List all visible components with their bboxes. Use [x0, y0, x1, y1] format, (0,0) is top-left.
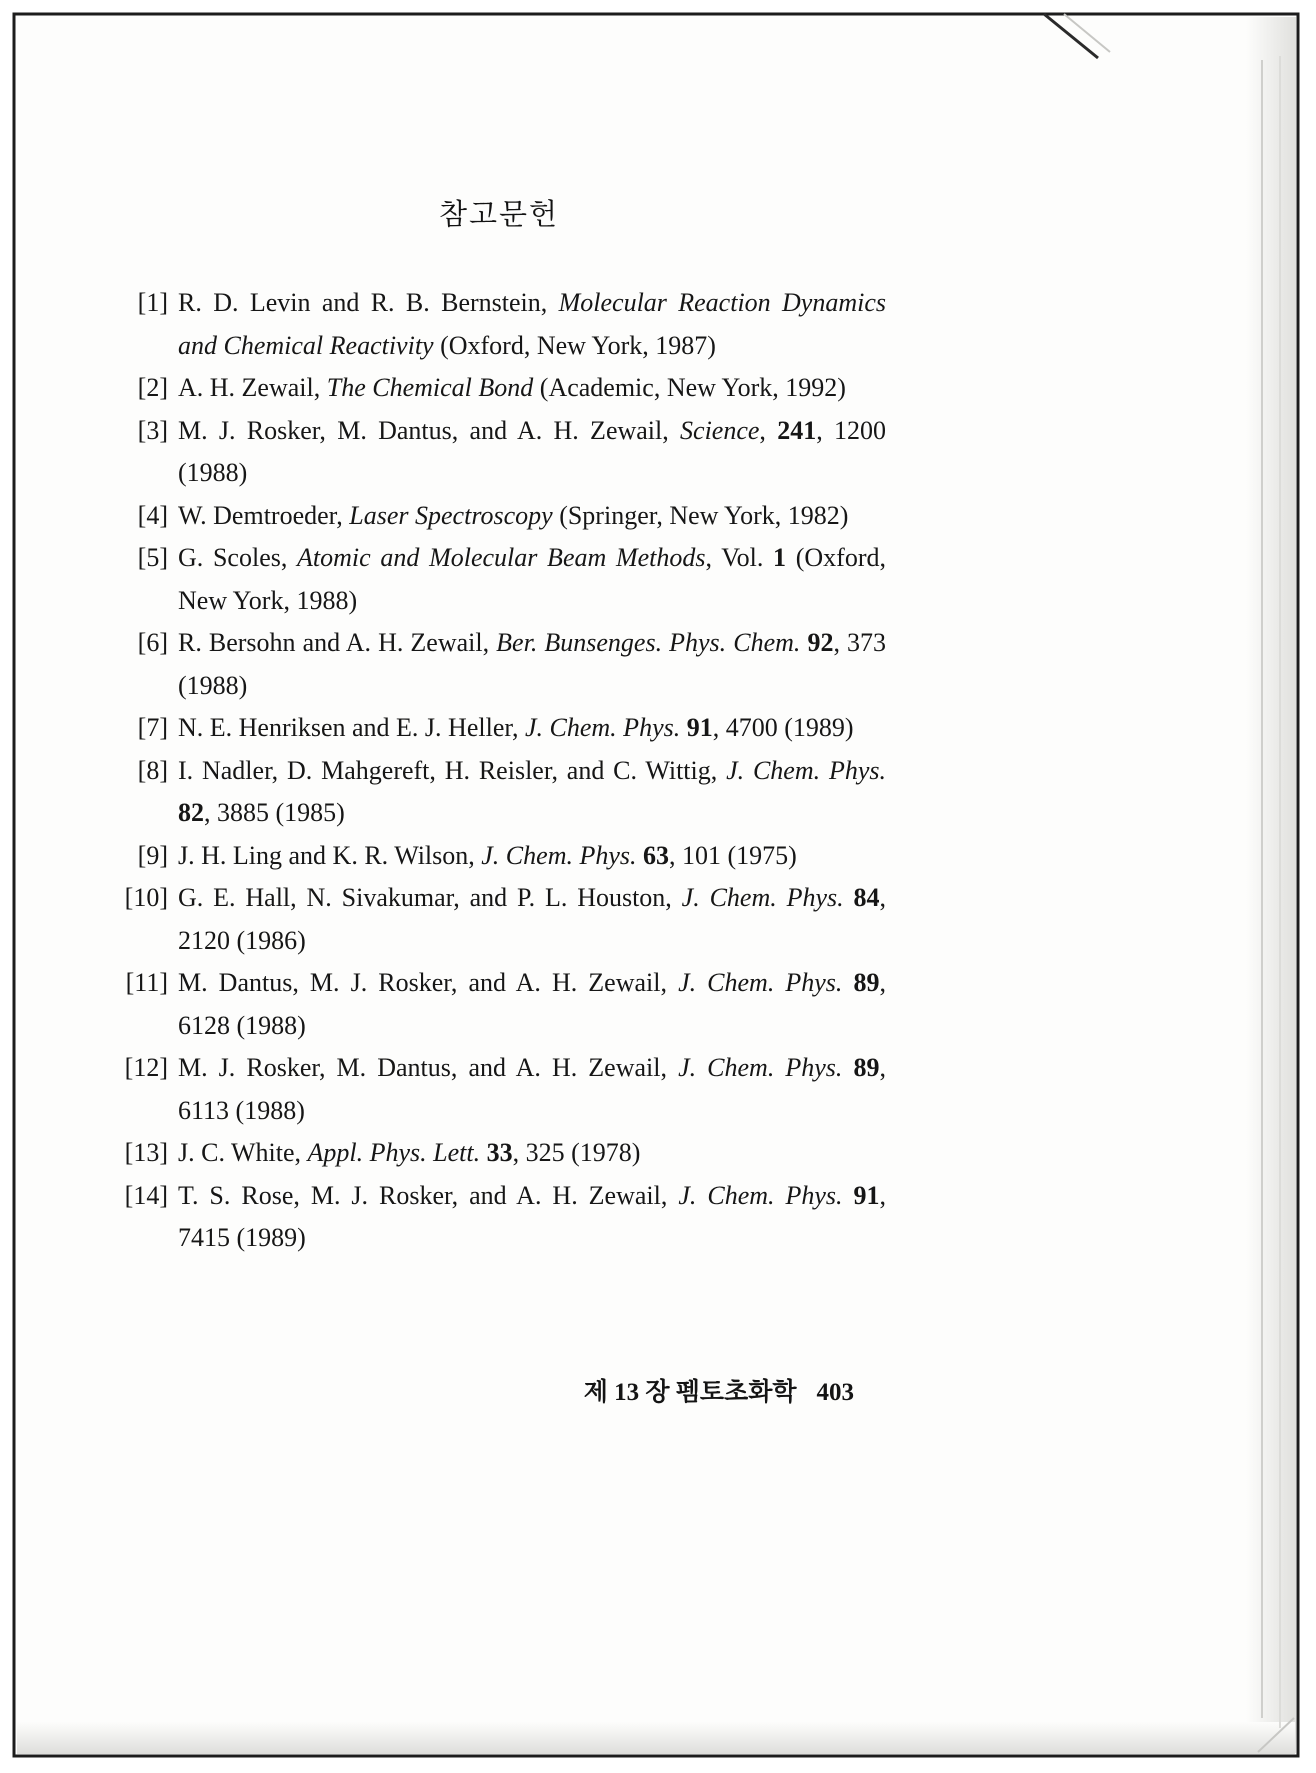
reference-number: [6]: [137, 628, 168, 657]
reference-text-segment: (Oxford, New York, 1987): [433, 330, 716, 360]
reference-text-segment: , 3885 (1985): [204, 798, 345, 827]
reference-number: [13]: [124, 1138, 168, 1167]
reference-text-segment: [842, 1053, 853, 1082]
reference-title-segment: J. Chem. Phys.: [678, 1053, 843, 1082]
reference-text-segment: (Academic, New York, 1992): [533, 373, 846, 402]
reference-title-segment: Laser Spectroscopy: [349, 500, 553, 530]
reference-number: [8]: [137, 755, 168, 785]
reference-title-segment: Science: [680, 415, 760, 445]
reference-volume-segment: 82: [178, 798, 204, 827]
reference-text-segment: , Vol.: [705, 543, 774, 572]
reference-volume-segment: 89: [853, 1053, 880, 1082]
footer-chapter-title: 제 13 장 펨토초화학: [583, 1379, 797, 1406]
reference-text-segment: M. J. Rosker, M. Dantus, and A. H. Zewail,: [178, 415, 681, 445]
reference-text-segment: , 6113 (1988): [178, 1053, 887, 1125]
reference-text: [178, 713, 854, 742]
reference-text-segment: M. Dantus, M. J. Rosker, and A. H. Zewail,: [178, 968, 679, 997]
reference-text-segment: N. E. Henriksen and E. J. Heller,: [178, 713, 525, 742]
reference-text-segment: (Oxford, New York, 1988): [178, 543, 886, 615]
reference-title-segment: Appl. Phys. Lett.: [307, 1138, 481, 1167]
reference-number: [3]: [137, 415, 168, 445]
reference-text: [178, 543, 886, 615]
reference-text-segment: M. J. Rosker, M. Dantus, and A. H. Zewail,: [178, 1053, 679, 1082]
reference-item: [124, 1047, 887, 1132]
reference-volume-segment: 84: [853, 883, 880, 912]
reference-list: [124, 282, 887, 1260]
reference-text-segment: , 2120 (1986): [178, 883, 887, 955]
reference-volume-segment: 89: [853, 968, 880, 997]
reference-item: [125, 962, 887, 1047]
reference-text-segment: [843, 1181, 854, 1210]
reference-title-segment: Ber. Bunsenges. Phys. Chem.: [496, 628, 801, 657]
reference-item: [128, 537, 886, 622]
reference-item: [128, 835, 886, 878]
reference-title-segment: J. Chem. Phys.: [678, 968, 843, 997]
reference-title-segment: J. Chem. Phys.: [678, 1180, 843, 1210]
reference-item: [128, 410, 886, 495]
reference-item: [128, 367, 886, 410]
reference-volume-segment: 91: [853, 1180, 880, 1210]
page-footer: [128, 1372, 854, 1408]
reference-number: [1]: [137, 288, 168, 317]
reference-text-segment: , 7415 (1989): [178, 1180, 887, 1252]
reference-text-segment: , 373 (1988): [178, 628, 887, 700]
reference-text-segment: ,: [759, 415, 778, 445]
reference-text-segment: I. Nadler, D. Mahgereft, H. Reisler, and C. Wittig,: [178, 755, 727, 785]
reference-text-segment: R. Bersohn and A. H. Zewail,: [178, 628, 497, 657]
reference-volume-segment: 92: [807, 628, 834, 657]
reference-text-segment: (Springer, New York, 1982): [552, 500, 849, 530]
reference-text-segment: A. H. Zewail,: [178, 373, 327, 402]
reference-number: [14]: [124, 1180, 168, 1210]
reference-text-segment: G. Scoles,: [178, 543, 298, 572]
reference-number: [9]: [137, 840, 168, 870]
reference-item: [128, 707, 886, 750]
reference-text-segment: , 4700 (1989): [712, 713, 854, 742]
reference-text: [178, 416, 886, 488]
reference-text-segment: [842, 968, 853, 997]
reference-text-segment: , 101 (1975): [669, 840, 797, 870]
reference-number: [5]: [137, 543, 168, 572]
reference-volume-segment: 63: [643, 840, 670, 870]
reference-text-segment: , 325 (1978): [512, 1138, 641, 1167]
reference-number: [10]: [124, 883, 168, 912]
reference-text: [178, 756, 886, 828]
reference-number: [2]: [137, 373, 168, 402]
reference-volume-segment: 91: [686, 713, 713, 742]
reference-title-segment: Molecular Reaction Dynamics and Chemical Reactivity: [178, 288, 887, 360]
reference-title-segment: J. Chem. Phys.: [524, 713, 681, 742]
reference-item: [128, 495, 886, 538]
reference-number: [7]: [137, 713, 168, 742]
reference-title-segment: J. Chem. Phys.: [481, 840, 637, 870]
reference-text-segment: J. H. Ling and K. R. Wilson,: [178, 840, 482, 870]
reference-number: [11]: [125, 968, 168, 997]
reference-title-segment: The Chemical Bond: [326, 373, 534, 402]
reference-item: [128, 750, 886, 835]
reference-text: [178, 373, 846, 402]
reference-text: [178, 628, 886, 700]
reference-volume-segment: 1: [773, 543, 787, 572]
reference-text: [178, 841, 797, 870]
reference-text-segment: R. D. Levin and R. B. Bernstein,: [178, 288, 559, 317]
references-heading: 참고문헌: [438, 199, 560, 231]
reference-volume-segment: 241: [777, 415, 817, 445]
reference-text-segment: J. C. White,: [178, 1138, 308, 1167]
reference-text: [178, 501, 848, 530]
reference-text-segment: , 6128 (1988): [178, 968, 887, 1040]
reference-text-segment: , 1200 (1988): [178, 415, 887, 487]
reference-title-segment: J. Chem. Phys.: [726, 755, 886, 785]
reference-text: [178, 1138, 640, 1167]
reference-title-segment: Atomic and Molecular Beam Methods: [297, 543, 706, 572]
reference-text: [178, 968, 886, 1040]
reference-text: [178, 288, 886, 360]
reference-volume-segment: 33: [486, 1138, 513, 1167]
reference-item: [124, 1175, 887, 1260]
reference-item: [124, 1132, 886, 1175]
reference-item: [128, 282, 886, 367]
footer-page-number: 403: [816, 1379, 854, 1406]
reference-text: [178, 1053, 886, 1125]
reference-number: [4]: [137, 500, 168, 530]
reference-item: [124, 877, 887, 962]
reference-text: [178, 1181, 886, 1253]
reference-text: [178, 883, 886, 955]
reference-text-segment: G. E. Hall, N. Sivakumar, and P. L. Houston,: [178, 883, 682, 912]
reference-text-segment: T. S. Rose, M. J. Rosker, and A. H. Zewail,: [178, 1180, 679, 1210]
reference-text-segment: W. Demtroeder,: [178, 500, 350, 530]
reference-number: [12]: [124, 1053, 168, 1082]
reference-text-segment: [844, 883, 854, 912]
reference-title-segment: J. Chem. Phys.: [681, 883, 844, 912]
reference-item: [128, 622, 886, 707]
